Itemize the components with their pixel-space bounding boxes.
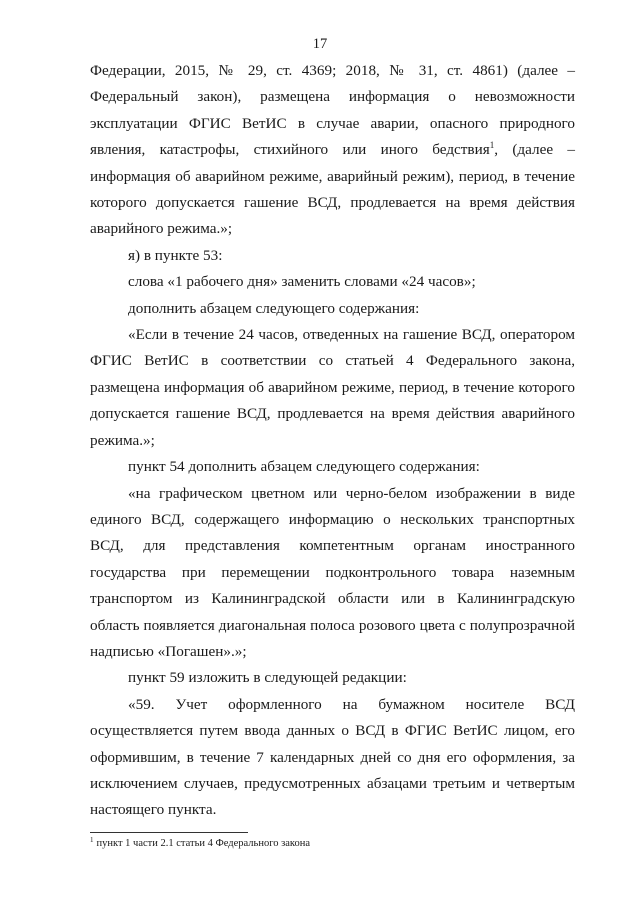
footnote-text: пункт 1 части 2.1 статьи 4 Федерального закона xyxy=(96,838,311,849)
paragraph-item-59: пункт 59 изложить в следующей редакции: xyxy=(128,669,407,687)
footnote xyxy=(90,837,570,851)
paragraph-add-clause: дополнить абзацем следующего содержания: xyxy=(128,299,420,317)
paragraph-quote-59: «59. Учет оформленного на бумажном носителе ВСД осуществляется путем ввода данных о ВСД в ФГИС ВетИС лицом, его оформившим, в течение 7 календарных дней со дня его оформления, за исключением случаев, предусмотренных абзацами третьим и четвертым настоящего пункта. xyxy=(90,695,575,819)
paragraph-text: Федерации, 2015, № 29, ст. 4369; 2018, № 31, ст. 4861) (далее – Федеральный закон), размещена информация о невозможности эксплуатации ФГИС ВетИС в случае аварии, опасного природного явления, катастрофы, стихийного или иного бедствия xyxy=(90,62,575,159)
paragraph-item-ya: я) в пункте 53: xyxy=(128,246,223,264)
paragraph-replace-words: слова «1 рабочего дня» заменить словами «24 часов»; xyxy=(128,273,476,291)
footnote-marker: 1 xyxy=(90,835,94,844)
footnote-reference: 1 xyxy=(489,140,495,151)
document-body xyxy=(90,58,575,824)
paragraph-quote-24-hours: «Если в течение 24 часов, отведенных на гашение ВСД, оператором ФГИС ВетИС в соответствии со статьей 4 Федерального закона, размещена информация об аварийном режиме, период, в течение которого допускается гашение ВСД, продлевается на время действия аварийного режима.»; xyxy=(90,326,575,449)
paragraph-quote-graphic: «на графическом цветном или черно-белом изображении в виде единого ВСД, содержащего информацию о нескольких транспортных ВСД, для представления компетентным органам иностранного государства при перемещении подконтрольного товара наземным транспортом из Калининградской области или в Калининградскую область появляется диагональная полоса розового цвета с полупрозрачной надписью «Погашен».»; xyxy=(90,484,575,660)
paragraph-continuation xyxy=(90,58,575,243)
paragraph-text-tail: , (далее – информация об аварийном режиме, аварийный режим), период, в течение которого допускается гашение ВСД, продлевается на время действия аварийного режима.»; xyxy=(90,141,575,238)
page-number: 17 xyxy=(312,36,328,52)
footnote-divider xyxy=(90,832,248,833)
paragraph-item-54: пункт 54 дополнить абзацем следующего содержания: xyxy=(128,458,480,476)
